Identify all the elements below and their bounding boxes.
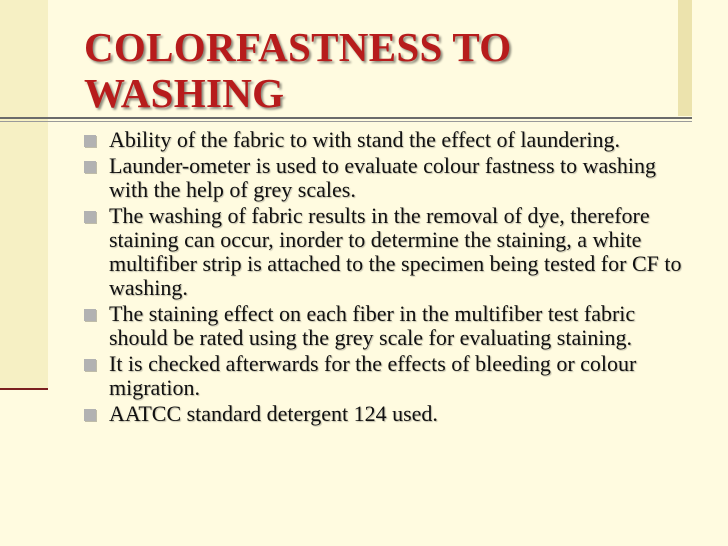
- bullet-text: Ability of the fabric to with stand the effect of laundering.: [109, 127, 620, 152]
- title-divider-thin: [0, 121, 692, 122]
- square-bullet-icon: [84, 161, 96, 173]
- title-divider: [0, 117, 692, 119]
- bullet-item: [84, 204, 694, 300]
- square-bullet-icon: [84, 359, 96, 371]
- bullet-item: [84, 402, 694, 426]
- bullet-item: [84, 352, 694, 400]
- left-decor-line: [0, 388, 48, 390]
- bullet-text: The washing of fabric results in the removal of dye, therefore staining can occur, inorder to determine the staining, a white multifiber strip is attached to the specimen being tested for CF to washing.: [109, 203, 682, 300]
- bullet-text: AATCC standard detergent 124 used.: [109, 401, 438, 426]
- square-bullet-icon: [84, 211, 96, 223]
- square-bullet-icon: [84, 309, 96, 321]
- bullet-item: [84, 154, 694, 202]
- left-decor-bar: [0, 0, 48, 388]
- bullet-text: The staining effect on each fiber in the multifiber test fabric should be rated using the grey scale for evaluating staining.: [109, 301, 636, 350]
- square-bullet-icon: [84, 135, 96, 147]
- square-bullet-icon: [84, 409, 96, 421]
- bullet-item: [84, 302, 694, 350]
- bullet-list: [84, 128, 694, 428]
- right-decor-accent: [678, 0, 692, 116]
- bullet-item: [84, 128, 694, 152]
- slide-title-line-1: COLORFASTNESS TO: [84, 24, 512, 70]
- bullet-text: It is checked afterwards for the effects of bleeding or colour migration.: [109, 351, 637, 400]
- bullet-text: Launder-ometer is used to evaluate colour fastness to washing with the help of grey scales.: [109, 153, 656, 202]
- slide-title: [84, 24, 674, 116]
- slide-title-line-2: WASHING: [84, 70, 285, 116]
